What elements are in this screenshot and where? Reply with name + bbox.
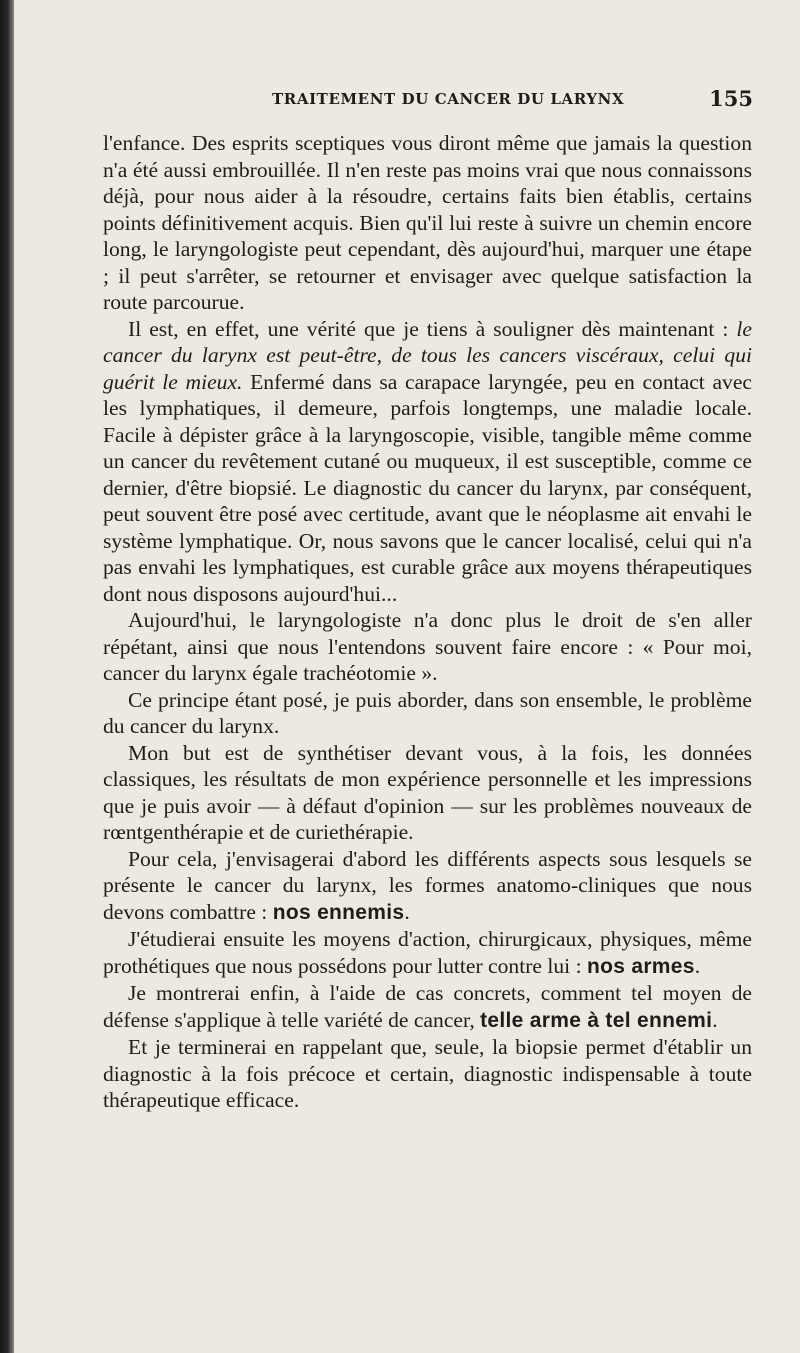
paragraph-7 — [103, 926, 752, 980]
paragraph-6-end: . — [404, 899, 410, 924]
paragraph-8-end: . — [712, 1007, 718, 1032]
paragraph-2-rest: Enfermé dans sa carapace laryngée, peu en contact avec les lymphatiques, il demeure, parfois longtemps, une maladie locale. Facile à dépister grâce à la laryngoscopie, visible, tangible même comme un cancer du revêtement cutané ou muqueux, il est susceptible, comme ce dernier, d'être biopsié. Le diagnostic du cancer du larynx, par conséquent, peut souvent être posé avec certitude, avant que le néoplasme ait envahi le système lymphatique. Or, nous savons que le cancer localisé, celui qui n'a pas envahi les lymphatiques, est curable grâce aux moyens thérapeutiques dont nous disposons aujourd'hui... — [103, 369, 753, 606]
emphasis-telle-arme: telle arme à tel ennemi — [480, 1008, 713, 1032]
body-text — [103, 130, 752, 1114]
paragraph-6-text: Pour cela, j'envisagerai d'abord les différents aspects sous lesquels se présente le cancer du larynx, les formes anatomo-cliniques que nous devons combattre : — [103, 846, 752, 924]
paragraph-2 — [103, 316, 752, 608]
book-binding-shadow — [0, 0, 14, 1353]
paragraph-8-text: Je montrerai enfin, à l'aide de cas concrets, comment tel moyen de défense s'applique à telle variété de cancer, — [103, 981, 752, 1032]
paragraph-1: l'enfance. Des esprits sceptiques vous diront même que jamais la question n'a été aussi embrouillée. Il n'en reste pas moins vrai que nous connaissons déjà, pour nous aider à la résoudre, certains faits bien établis, certains points définitivement acquis. Bien qu'il lui reste à suivre un chemin encore long, le laryngologiste peut cependant, dès aujourd'hui, marquer une étape ; il peut s'arrêter, se retourner et envisager avec quelque satisfaction la route parcourue. — [103, 131, 752, 314]
book-page — [14, 0, 800, 1353]
paragraph-2-intro: Il est, en effet, une vérité que je tiens à souligner dès maintenant : — [128, 316, 737, 341]
page-header — [98, 84, 753, 114]
paragraph-6 — [103, 846, 752, 927]
page-number: 155 — [709, 86, 753, 111]
paragraph-7-text: J'étudierai ensuite les moyens d'action, chirurgicaux, physiques, même prothétiques que nous possédons pour lutter contre lui : — [103, 927, 752, 978]
paragraph-4: Ce principe étant posé, je puis aborder, dans son ensemble, le problème du cancer du larynx. — [103, 687, 752, 738]
paragraph-8 — [103, 980, 752, 1034]
emphasis-nos-ennemis: nos ennemis — [272, 900, 405, 924]
paragraph-3: Aujourd'hui, le laryngologiste n'a donc plus le droit de s'en aller répétant, ainsi que nous l'entendons souvent faire encore : « Pour moi, cancer du larynx égale trachéotomie ». — [103, 608, 752, 685]
paragraph-7-end: . — [694, 953, 701, 978]
emphasis-nos-armes: nos armes — [586, 954, 695, 978]
running-title: TRAITEMENT DU CANCER DU LARYNX — [272, 90, 625, 108]
key-statement: le cancer du larynx est peut-être, de tous les cancers viscéraux, celui qui guérit le mieux. — [103, 316, 752, 394]
paragraph-5: Mon but est de synthétiser devant vous, à la fois, les données classiques, les résultats de mon expérience personnelle et les impressions que je puis avoir — à défaut d'opinion — sur les problèmes nouveaux de rœntgenthérapie et de curiethérapie. — [103, 740, 752, 844]
paragraph-9: Et je terminerai en rappelant que, seule, la biopsie permet d'établir un diagnostic à la fois précoce et certain, diagnostic indispensable à toute thérapeutique efficace. — [103, 1035, 752, 1112]
